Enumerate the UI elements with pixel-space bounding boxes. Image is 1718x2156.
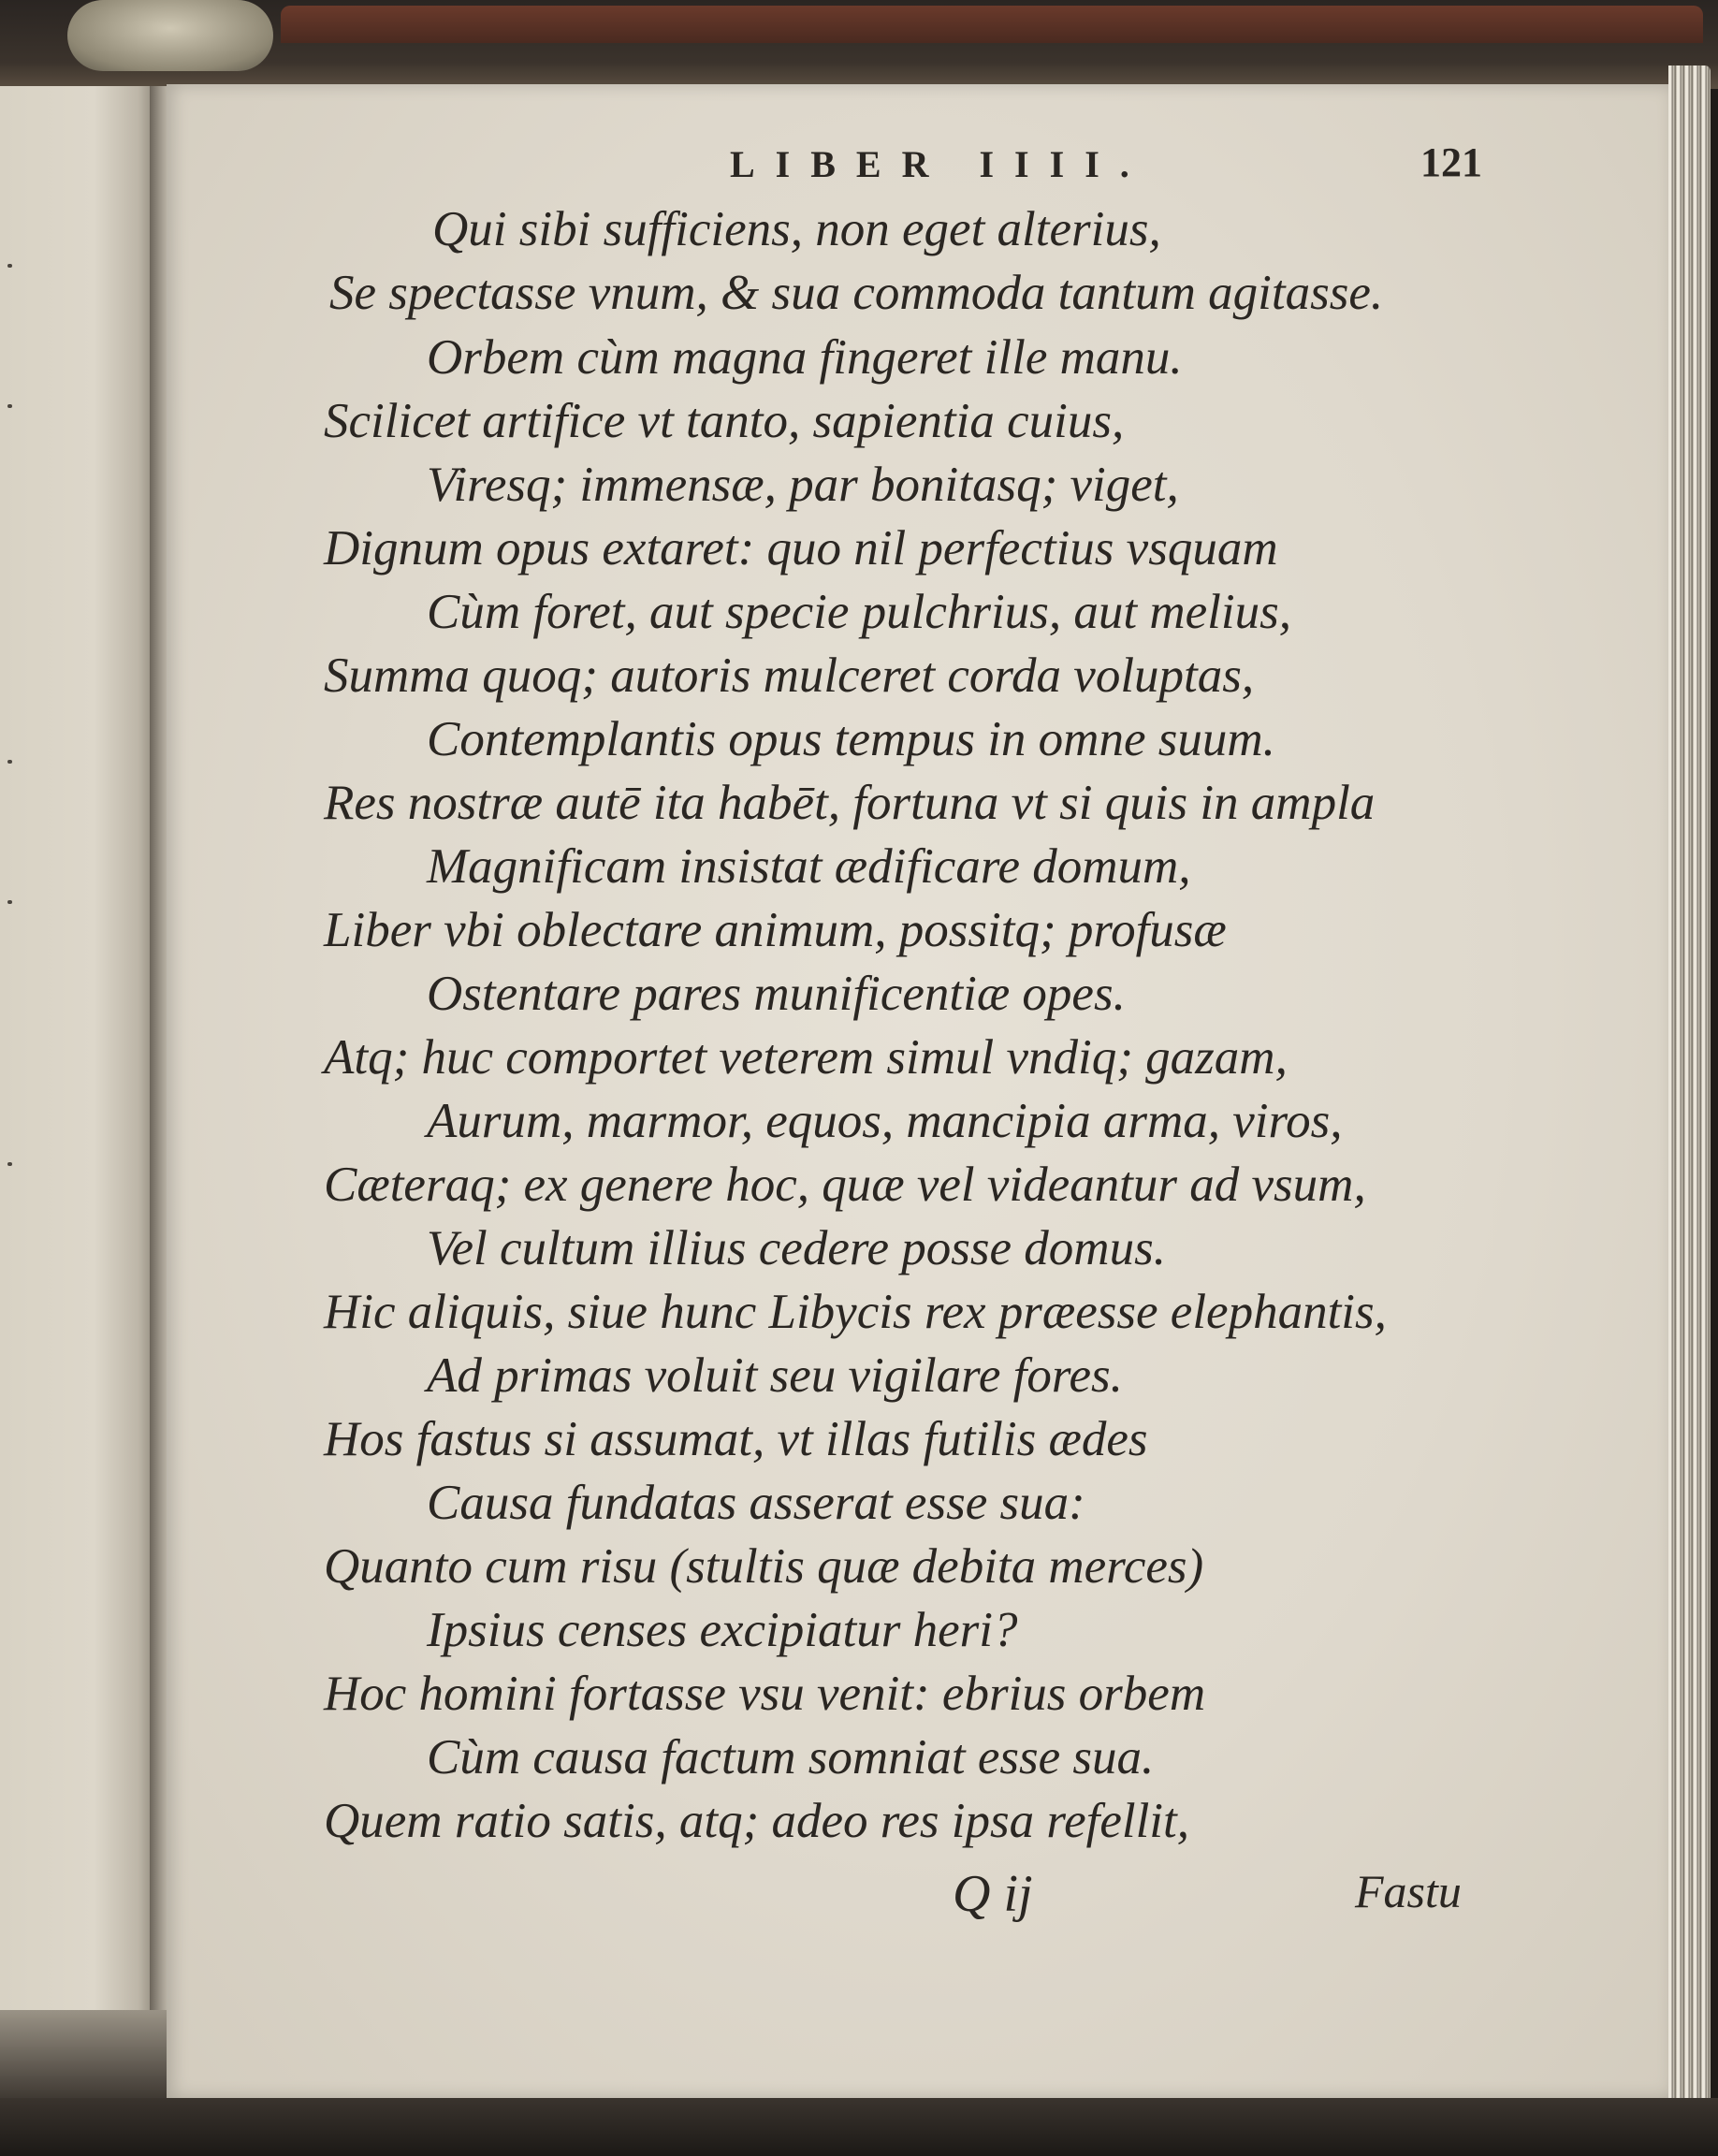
verse-line: Viresq; immensæ, par bonitasq; viget, [427,458,1179,512]
verse-line: Ad primas voluit seu vigilare fores. [427,1348,1123,1403]
verse-line: Causa fundatas asserat esse sua: [427,1476,1085,1530]
verse-line: Vel cultum illius cedere posse domus. [427,1221,1166,1275]
verse-line: Res nostræ autē ita habēt, fortuna vt si quis in ampla [324,776,1376,830]
book-bottom-edge [0,2098,1718,2156]
verse-line: Magnificam insistat ædificare domum, [427,839,1191,894]
verso-ink-marks [0,86,157,2010]
verse-line: Cùm foret, aut specie pulchrius, aut melius, [427,585,1291,639]
verse-line: Liber vbi oblectare animum, possitq; profusæ [324,903,1227,957]
verso-page-edge [0,86,157,2010]
verse-line: Ostentare pares munificentiæ opes. [427,967,1126,1021]
verse-line: Dignum opus extaret: quo nil perfectius vsquam [324,521,1278,575]
verse-line: Orbem cùm magna fingeret ille manu. [427,330,1183,385]
verse-line: Aurum, marmor, equos, mancipia arma, viros, [427,1094,1343,1148]
verse-line: Summa quoq; autoris mulceret corda voluptas, [324,648,1255,703]
page-header [0,139,1718,189]
verse-line: Hoc homini fortasse vsu venit: ebrius orbem [324,1667,1206,1721]
binding-clasp [67,0,273,71]
verse-line: Contemplantis opus tempus in omne suum. [427,712,1275,766]
verso-bottom-shadow [0,2010,170,2104]
verse-line: Hic aliquis, siue hunc Libycis rex præesse elephantis, [324,1285,1387,1339]
verse-line: Quanto cum risu (stultis quæ debita merces) [324,1539,1204,1594]
verse-line: Hos fastus si assumat, vt illas futilis ædes [324,1412,1148,1466]
verse-line: Atq; huc comportet veterem simul vndiq; gazam, [324,1030,1288,1085]
verse-line: Qui sibi sufficiens, non eget alterius, [432,202,1161,256]
verse-line: Quem ratio satis, atq; adeo res ipsa refellit, [324,1794,1189,1848]
binding-ribbon [281,6,1703,43]
verse-line: Se spectasse vnum, & sua commoda tantum agitasse. [329,266,1384,320]
verse-line: Ipsius censes excipiatur heri? [427,1603,1018,1657]
verse-line: Cùm causa factum somniat esse sua. [427,1730,1155,1785]
folio-number: 121 [1420,139,1482,185]
signature-mark: Q ij [953,1865,1033,1923]
catchword: Fastu [1355,1865,1462,1917]
verse-line: Scilicet artifice vt tanto, sapientia cuius, [324,394,1125,448]
running-head: LIBER IIII. [730,143,1150,185]
page-edges [1668,66,1711,2105]
verse-line: Cæteraq; ex genere hoc, quæ vel videantur ad vsum, [324,1158,1366,1212]
